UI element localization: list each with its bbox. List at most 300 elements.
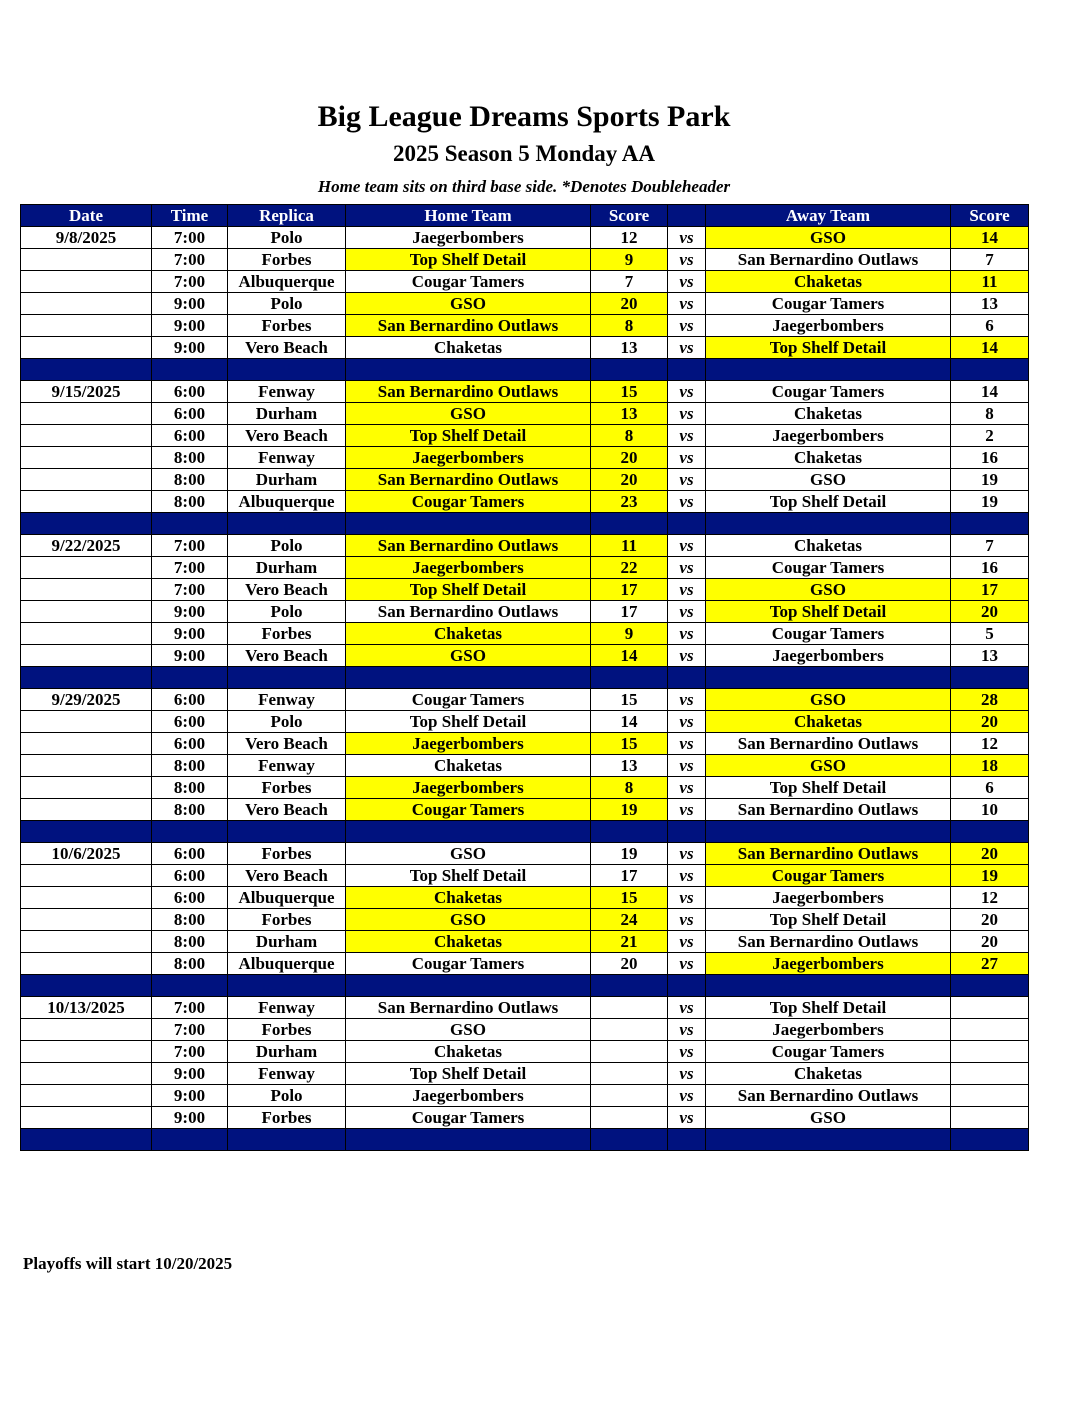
time-cell: 8:00 <box>152 953 228 975</box>
home-score-cell: 24 <box>591 909 668 931</box>
vs-cell: vs <box>668 337 706 359</box>
vs-cell: vs <box>668 777 706 799</box>
vs-cell: vs <box>668 579 706 601</box>
replica-field-cell: Polo <box>228 535 346 557</box>
home-score-cell: 17 <box>591 601 668 623</box>
away-team-cell: Cougar Tamers <box>706 623 951 645</box>
time-cell: 8:00 <box>152 447 228 469</box>
time-cell: 6:00 <box>152 403 228 425</box>
replica-field-cell: Forbes <box>228 315 346 337</box>
replica-field-cell: Albuquerque <box>228 271 346 293</box>
away-score-cell: 20 <box>951 909 1029 931</box>
replica-field-cell: Forbes <box>228 1019 346 1041</box>
vs-cell: vs <box>668 227 706 249</box>
date-cell <box>21 447 152 469</box>
away-score-cell <box>951 997 1029 1019</box>
playoffs-note: Playoffs will start 10/20/2025 <box>23 1254 233 1273</box>
away-score-cell: 10 <box>951 799 1029 821</box>
week-separator-row <box>21 667 1029 689</box>
home-team-cell: Chaketas <box>346 887 591 909</box>
separator-cell <box>706 359 951 381</box>
week-separator-row <box>21 1129 1029 1151</box>
home-score-cell: 8 <box>591 315 668 337</box>
table-row <box>21 249 1029 271</box>
schedule-table <box>20 204 1029 1151</box>
separator-cell <box>951 359 1029 381</box>
separator-cell <box>591 513 668 535</box>
table-header-row <box>21 205 1029 227</box>
away-score-cell: 14 <box>951 227 1029 249</box>
time-cell: 9:00 <box>152 601 228 623</box>
away-score-cell <box>951 1085 1029 1107</box>
table-row <box>21 689 1029 711</box>
separator-cell <box>152 975 228 997</box>
col-header-replica: Replica <box>228 205 346 227</box>
separator-cell <box>668 975 706 997</box>
separator-cell <box>21 975 152 997</box>
home-score-cell: 17 <box>591 579 668 601</box>
away-score-cell: 14 <box>951 381 1029 403</box>
replica-field-cell: Polo <box>228 601 346 623</box>
separator-cell <box>152 359 228 381</box>
home-team-cell: Jaegerbombers <box>346 777 591 799</box>
separator-cell <box>21 821 152 843</box>
time-cell: 9:00 <box>152 645 228 667</box>
replica-field-cell: Fenway <box>228 447 346 469</box>
col-header-home-score: Score <box>591 205 668 227</box>
separator-cell <box>228 513 346 535</box>
separator-cell <box>706 1129 951 1151</box>
away-team-cell: San Bernardino Outlaws <box>706 799 951 821</box>
home-team-cell: San Bernardino Outlaws <box>346 381 591 403</box>
vs-cell: vs <box>668 315 706 337</box>
home-score-cell: 9 <box>591 249 668 271</box>
date-cell <box>21 909 152 931</box>
away-team-cell: Cougar Tamers <box>706 865 951 887</box>
away-team-cell: Chaketas <box>706 271 951 293</box>
vs-cell: vs <box>668 1019 706 1041</box>
vs-cell: vs <box>668 997 706 1019</box>
home-score-cell: 8 <box>591 777 668 799</box>
date-cell <box>21 711 152 733</box>
table-row <box>21 579 1029 601</box>
home-team-cell: Chaketas <box>346 623 591 645</box>
away-score-cell: 14 <box>951 337 1029 359</box>
vs-cell: vs <box>668 645 706 667</box>
col-header-time: Time <box>152 205 228 227</box>
separator-cell <box>346 667 591 689</box>
table-row <box>21 293 1029 315</box>
away-team-cell: San Bernardino Outlaws <box>706 249 951 271</box>
home-score-cell: 15 <box>591 689 668 711</box>
replica-field-cell: Durham <box>228 931 346 953</box>
separator-cell <box>228 975 346 997</box>
home-team-cell: Chaketas <box>346 931 591 953</box>
home-score-cell: 13 <box>591 337 668 359</box>
away-score-cell: 19 <box>951 865 1029 887</box>
table-row <box>21 381 1029 403</box>
date-cell <box>21 645 152 667</box>
separator-cell <box>346 513 591 535</box>
time-cell: 7:00 <box>152 997 228 1019</box>
date-cell <box>21 1019 152 1041</box>
table-row <box>21 1085 1029 1107</box>
table-row <box>21 711 1029 733</box>
vs-cell: vs <box>668 755 706 777</box>
date-cell <box>21 931 152 953</box>
time-cell: 6:00 <box>152 887 228 909</box>
away-score-cell: 5 <box>951 623 1029 645</box>
separator-cell <box>21 359 152 381</box>
date-cell <box>21 249 152 271</box>
vs-cell: vs <box>668 931 706 953</box>
home-team-cell: Top Shelf Detail <box>346 425 591 447</box>
col-header-away-score: Score <box>951 205 1029 227</box>
home-score-cell: 7 <box>591 271 668 293</box>
away-team-cell: GSO <box>706 579 951 601</box>
away-score-cell: 7 <box>951 535 1029 557</box>
home-team-cell: Jaegerbombers <box>346 447 591 469</box>
home-score-cell: 19 <box>591 843 668 865</box>
away-team-cell: Chaketas <box>706 447 951 469</box>
separator-cell <box>668 513 706 535</box>
table-row <box>21 645 1029 667</box>
time-cell: 7:00 <box>152 271 228 293</box>
away-score-cell: 13 <box>951 645 1029 667</box>
time-cell: 6:00 <box>152 689 228 711</box>
date-cell <box>21 1063 152 1085</box>
separator-cell <box>951 667 1029 689</box>
away-score-cell <box>951 1107 1029 1129</box>
away-team-cell: San Bernardino Outlaws <box>706 733 951 755</box>
away-team-cell: Top Shelf Detail <box>706 777 951 799</box>
time-cell: 9:00 <box>152 293 228 315</box>
date-cell <box>21 733 152 755</box>
replica-field-cell: Forbes <box>228 777 346 799</box>
date-cell <box>21 469 152 491</box>
home-team-cell: Top Shelf Detail <box>346 1063 591 1085</box>
date-cell <box>21 1041 152 1063</box>
home-team-cell: GSO <box>346 1019 591 1041</box>
separator-cell <box>951 513 1029 535</box>
vs-cell: vs <box>668 557 706 579</box>
home-team-cell: Top Shelf Detail <box>346 249 591 271</box>
home-score-cell: 19 <box>591 799 668 821</box>
separator-cell <box>21 513 152 535</box>
time-cell: 7:00 <box>152 579 228 601</box>
away-score-cell: 12 <box>951 733 1029 755</box>
home-score-cell: 20 <box>591 447 668 469</box>
home-score-cell: 17 <box>591 865 668 887</box>
home-team-cell: GSO <box>346 293 591 315</box>
time-cell: 7:00 <box>152 1019 228 1041</box>
home-score-cell: 15 <box>591 733 668 755</box>
week-separator-row <box>21 513 1029 535</box>
away-score-cell: 6 <box>951 315 1029 337</box>
table-row <box>21 1063 1029 1085</box>
home-team-cell: San Bernardino Outlaws <box>346 469 591 491</box>
replica-field-cell: Vero Beach <box>228 865 346 887</box>
vs-cell: vs <box>668 535 706 557</box>
table-row <box>21 909 1029 931</box>
date-cell <box>21 293 152 315</box>
away-score-cell: 19 <box>951 491 1029 513</box>
away-team-cell: Jaegerbombers <box>706 425 951 447</box>
date-cell: 10/6/2025 <box>21 843 152 865</box>
vs-cell: vs <box>668 249 706 271</box>
table-row <box>21 887 1029 909</box>
away-score-cell: 11 <box>951 271 1029 293</box>
separator-cell <box>21 1129 152 1151</box>
table-row <box>21 315 1029 337</box>
col-header-home-team: Home Team <box>346 205 591 227</box>
table-row <box>21 931 1029 953</box>
replica-field-cell: Durham <box>228 557 346 579</box>
separator-cell <box>706 975 951 997</box>
time-cell: 9:00 <box>152 337 228 359</box>
time-cell: 7:00 <box>152 249 228 271</box>
col-header-vs <box>668 205 706 227</box>
home-team-cell: GSO <box>346 843 591 865</box>
date-cell <box>21 623 152 645</box>
separator-cell <box>346 975 591 997</box>
table-row <box>21 557 1029 579</box>
home-team-cell: Cougar Tamers <box>346 491 591 513</box>
replica-field-cell: Vero Beach <box>228 733 346 755</box>
date-cell <box>21 953 152 975</box>
home-team-cell: GSO <box>346 645 591 667</box>
home-score-cell: 15 <box>591 887 668 909</box>
separator-cell <box>21 667 152 689</box>
home-score-cell: 13 <box>591 403 668 425</box>
home-score-cell <box>591 997 668 1019</box>
vs-cell: vs <box>668 601 706 623</box>
date-cell <box>21 1085 152 1107</box>
table-row <box>21 337 1029 359</box>
home-team-cell: Top Shelf Detail <box>346 579 591 601</box>
vs-cell: vs <box>668 1041 706 1063</box>
date-cell: 10/13/2025 <box>21 997 152 1019</box>
time-cell: 6:00 <box>152 843 228 865</box>
table-row <box>21 403 1029 425</box>
away-team-cell: GSO <box>706 1107 951 1129</box>
date-cell <box>21 337 152 359</box>
separator-cell <box>668 667 706 689</box>
time-cell: 8:00 <box>152 931 228 953</box>
away-score-cell: 12 <box>951 887 1029 909</box>
home-team-cell: Jaegerbombers <box>346 227 591 249</box>
away-team-cell: GSO <box>706 755 951 777</box>
vs-cell: vs <box>668 425 706 447</box>
separator-cell <box>152 513 228 535</box>
away-team-cell: Top Shelf Detail <box>706 601 951 623</box>
away-team-cell: Cougar Tamers <box>706 293 951 315</box>
away-team-cell: GSO <box>706 689 951 711</box>
separator-cell <box>706 667 951 689</box>
away-score-cell: 28 <box>951 689 1029 711</box>
replica-field-cell: Vero Beach <box>228 425 346 447</box>
separator-cell <box>228 359 346 381</box>
table-row <box>21 1041 1029 1063</box>
home-team-cell: Chaketas <box>346 1041 591 1063</box>
away-team-cell: San Bernardino Outlaws <box>706 931 951 953</box>
away-score-cell: 2 <box>951 425 1029 447</box>
time-cell: 8:00 <box>152 469 228 491</box>
date-cell <box>21 491 152 513</box>
table-row <box>21 1019 1029 1041</box>
table-row <box>21 799 1029 821</box>
away-score-cell: 20 <box>951 931 1029 953</box>
home-score-cell: 9 <box>591 623 668 645</box>
away-team-cell: San Bernardino Outlaws <box>706 843 951 865</box>
replica-field-cell: Fenway <box>228 755 346 777</box>
home-score-cell: 11 <box>591 535 668 557</box>
vs-cell: vs <box>668 843 706 865</box>
home-score-cell: 13 <box>591 755 668 777</box>
table-row <box>21 843 1029 865</box>
away-score-cell <box>951 1041 1029 1063</box>
replica-field-cell: Durham <box>228 1041 346 1063</box>
vs-cell: vs <box>668 447 706 469</box>
time-cell: 6:00 <box>152 711 228 733</box>
table-row <box>21 227 1029 249</box>
away-team-cell: Top Shelf Detail <box>706 997 951 1019</box>
replica-field-cell: Albuquerque <box>228 953 346 975</box>
replica-field-cell: Vero Beach <box>228 645 346 667</box>
schedule-note: Home team sits on third base side. *Denotes Doubleheader <box>317 177 731 196</box>
separator-cell <box>668 821 706 843</box>
away-score-cell <box>951 1019 1029 1041</box>
away-team-cell: San Bernardino Outlaws <box>706 1085 951 1107</box>
away-score-cell: 18 <box>951 755 1029 777</box>
time-cell: 7:00 <box>152 1041 228 1063</box>
separator-cell <box>951 1129 1029 1151</box>
vs-cell: vs <box>668 293 706 315</box>
vs-cell: vs <box>668 733 706 755</box>
vs-cell: vs <box>668 887 706 909</box>
home-score-cell: 21 <box>591 931 668 953</box>
vs-cell: vs <box>668 865 706 887</box>
date-cell: 9/15/2025 <box>21 381 152 403</box>
schedule-body <box>21 227 1029 1151</box>
home-score-cell: 14 <box>591 645 668 667</box>
home-score-cell <box>591 1085 668 1107</box>
vs-cell: vs <box>668 1085 706 1107</box>
date-cell <box>21 1107 152 1129</box>
time-cell: 6:00 <box>152 425 228 447</box>
table-row <box>21 425 1029 447</box>
replica-field-cell: Durham <box>228 403 346 425</box>
separator-cell <box>591 667 668 689</box>
separator-cell <box>951 821 1029 843</box>
replica-field-cell: Vero Beach <box>228 337 346 359</box>
separator-cell <box>152 667 228 689</box>
date-cell <box>21 887 152 909</box>
away-team-cell: Chaketas <box>706 711 951 733</box>
replica-field-cell: Polo <box>228 711 346 733</box>
away-team-cell: Chaketas <box>706 535 951 557</box>
time-cell: 8:00 <box>152 799 228 821</box>
col-header-date: Date <box>21 205 152 227</box>
time-cell: 6:00 <box>152 381 228 403</box>
time-cell: 7:00 <box>152 535 228 557</box>
separator-cell <box>346 1129 591 1151</box>
home-score-cell <box>591 1107 668 1129</box>
date-cell <box>21 601 152 623</box>
home-team-cell: Cougar Tamers <box>346 953 591 975</box>
time-cell: 9:00 <box>152 315 228 337</box>
separator-cell <box>346 359 591 381</box>
away-score-cell: 17 <box>951 579 1029 601</box>
home-team-cell: GSO <box>346 909 591 931</box>
home-score-cell <box>591 1041 668 1063</box>
table-row <box>21 865 1029 887</box>
separator-cell <box>951 975 1029 997</box>
home-team-cell: Jaegerbombers <box>346 1085 591 1107</box>
replica-field-cell: Forbes <box>228 909 346 931</box>
away-score-cell: 27 <box>951 953 1029 975</box>
vs-cell: vs <box>668 1063 706 1085</box>
table-row <box>21 271 1029 293</box>
date-cell <box>21 557 152 579</box>
table-row <box>21 997 1029 1019</box>
time-cell: 6:00 <box>152 733 228 755</box>
home-score-cell: 15 <box>591 381 668 403</box>
date-cell <box>21 777 152 799</box>
week-separator-row <box>21 359 1029 381</box>
away-score-cell: 20 <box>951 843 1029 865</box>
replica-field-cell: Fenway <box>228 1063 346 1085</box>
away-score-cell: 6 <box>951 777 1029 799</box>
replica-field-cell: Forbes <box>228 249 346 271</box>
table-row <box>21 623 1029 645</box>
time-cell: 8:00 <box>152 909 228 931</box>
vs-cell: vs <box>668 909 706 931</box>
replica-field-cell: Forbes <box>228 843 346 865</box>
home-team-cell: San Bernardino Outlaws <box>346 601 591 623</box>
vs-cell: vs <box>668 1107 706 1129</box>
vs-cell: vs <box>668 689 706 711</box>
separator-cell <box>152 1129 228 1151</box>
home-score-cell: 12 <box>591 227 668 249</box>
home-score-cell: 20 <box>591 469 668 491</box>
away-score-cell: 20 <box>951 711 1029 733</box>
away-score-cell: 19 <box>951 469 1029 491</box>
time-cell: 9:00 <box>152 1085 228 1107</box>
table-row <box>21 755 1029 777</box>
home-score-cell <box>591 1063 668 1085</box>
home-team-cell: Chaketas <box>346 337 591 359</box>
away-team-cell: GSO <box>706 469 951 491</box>
date-cell <box>21 403 152 425</box>
home-team-cell: Jaegerbombers <box>346 733 591 755</box>
date-cell <box>21 865 152 887</box>
vs-cell: vs <box>668 403 706 425</box>
time-cell: 8:00 <box>152 755 228 777</box>
vs-cell: vs <box>668 953 706 975</box>
away-score-cell: 8 <box>951 403 1029 425</box>
home-score-cell <box>591 1019 668 1041</box>
table-row <box>21 1107 1029 1129</box>
replica-field-cell: Polo <box>228 293 346 315</box>
home-team-cell: Cougar Tamers <box>346 799 591 821</box>
week-separator-row <box>21 975 1029 997</box>
time-cell: 8:00 <box>152 777 228 799</box>
separator-cell <box>591 1129 668 1151</box>
replica-field-cell: Vero Beach <box>228 579 346 601</box>
separator-cell <box>591 975 668 997</box>
time-cell: 9:00 <box>152 1063 228 1085</box>
